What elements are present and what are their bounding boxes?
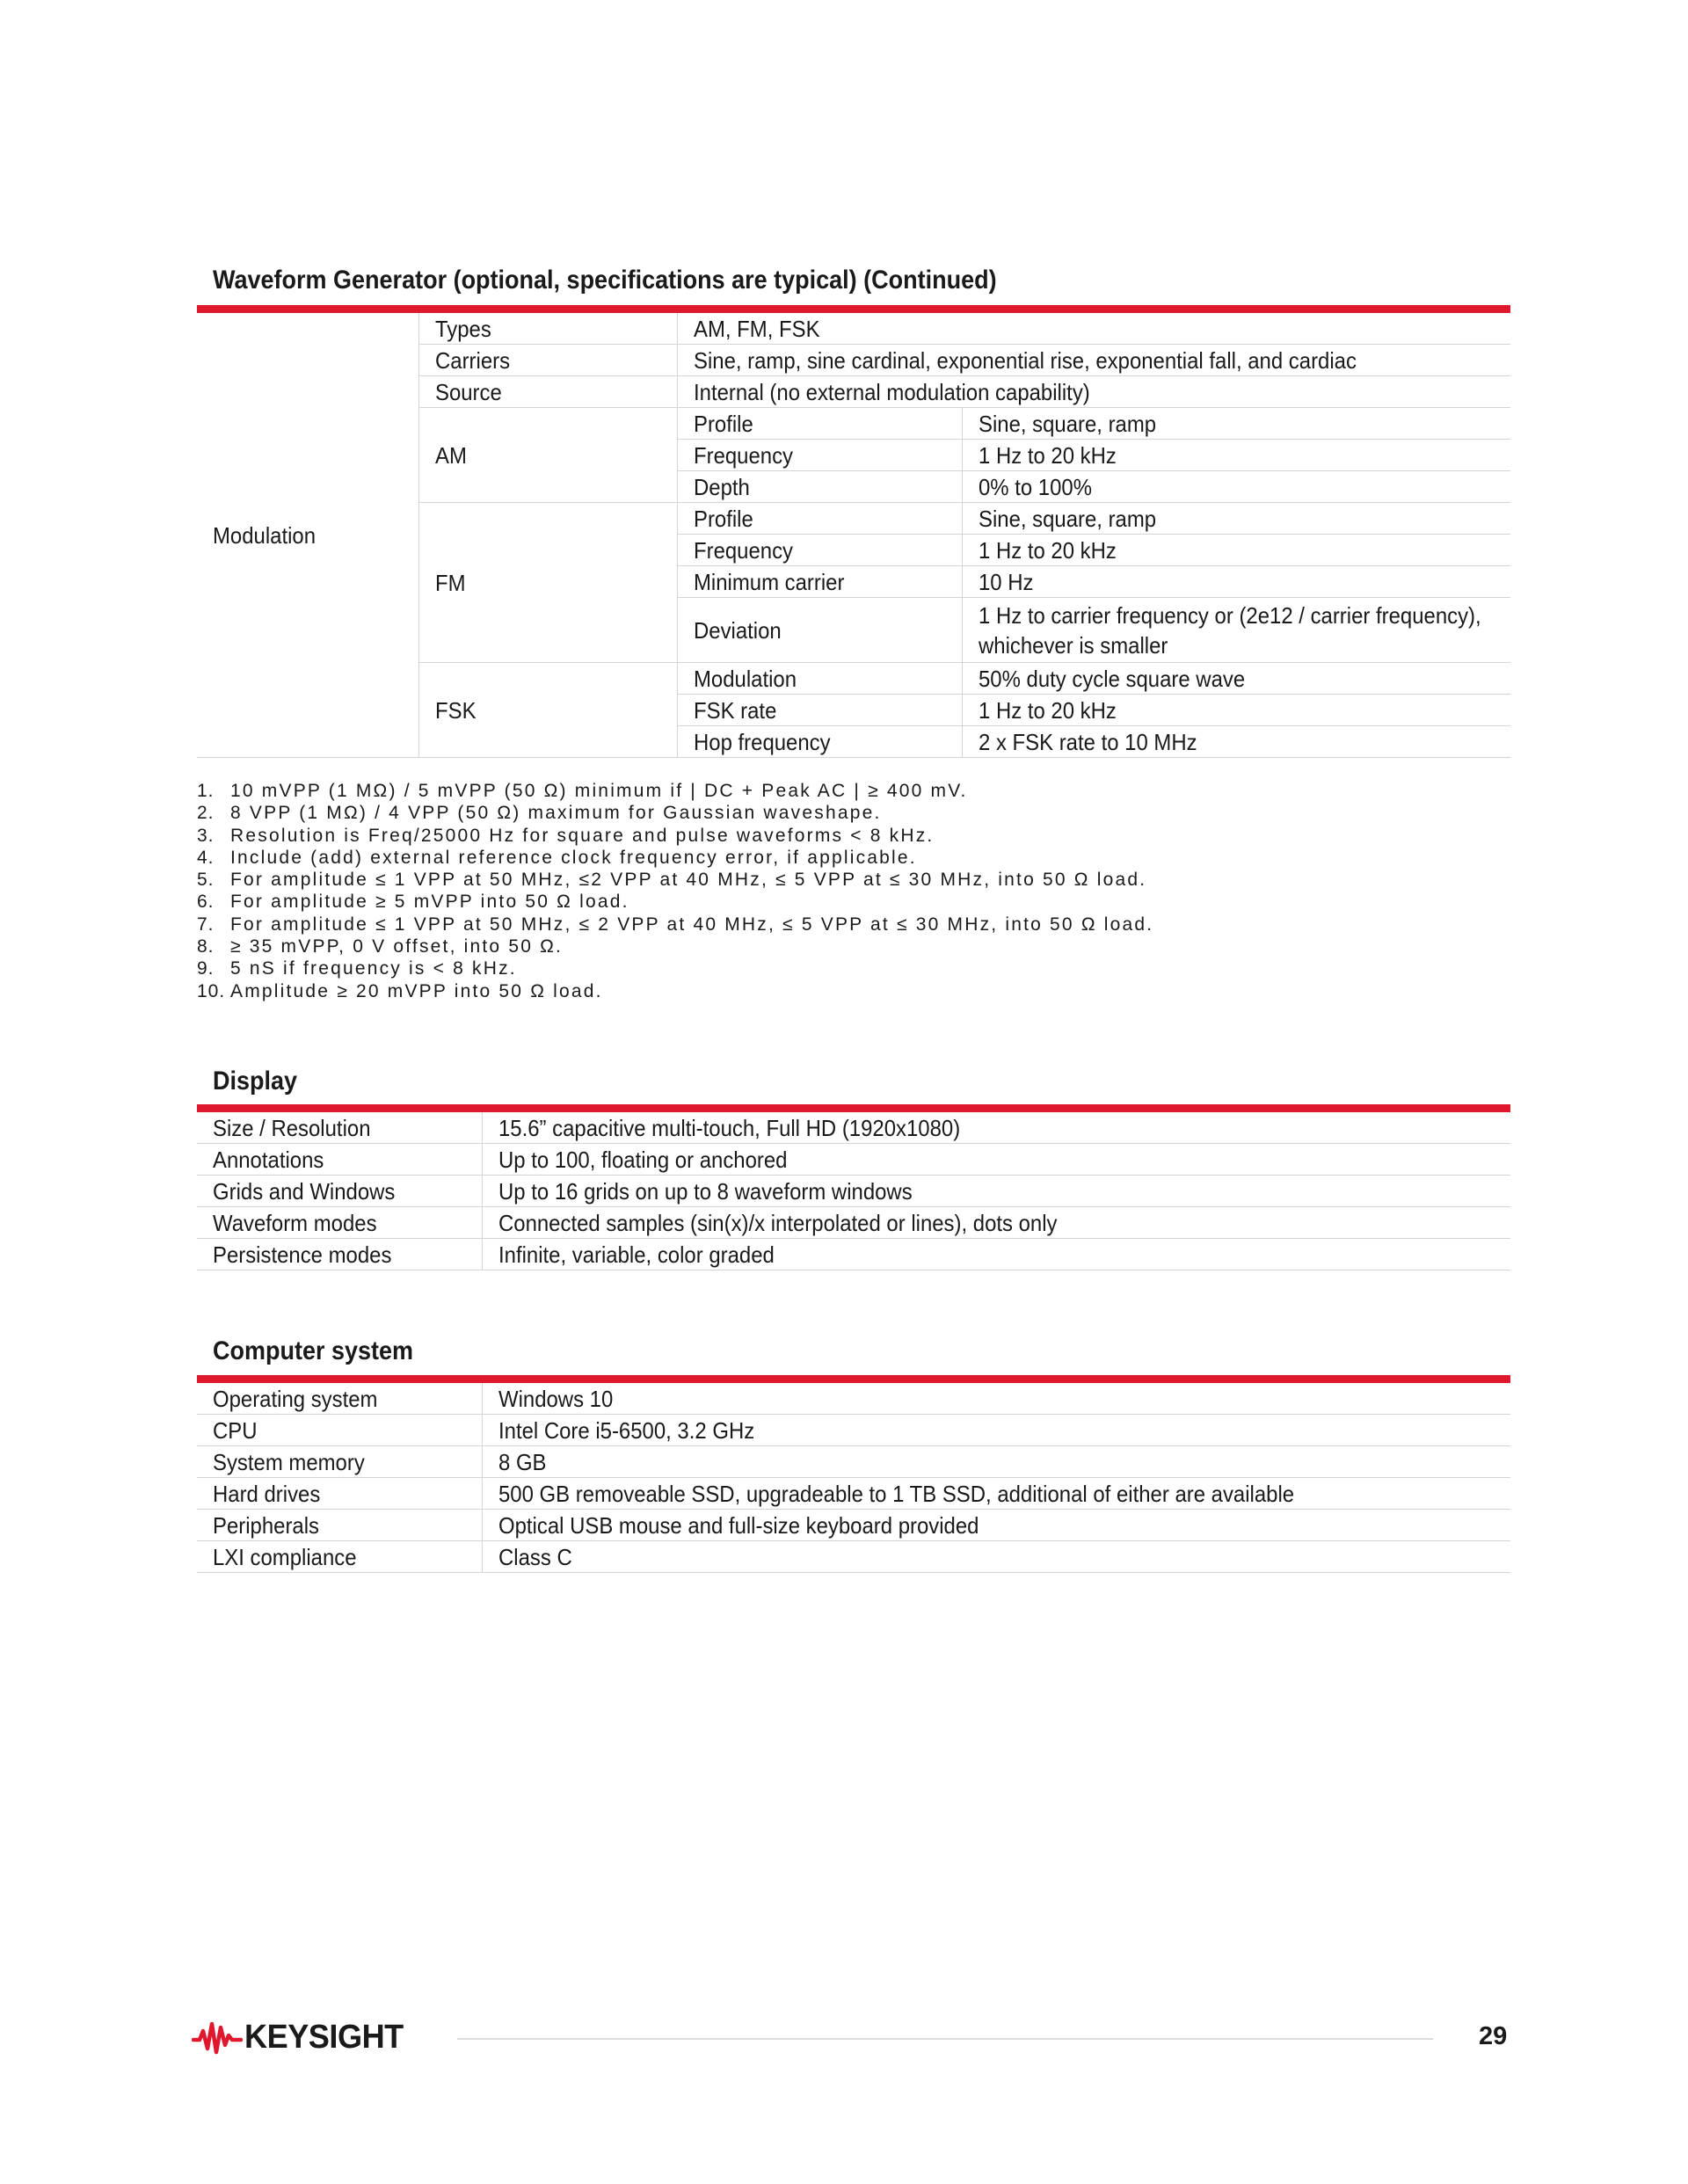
spec-value: 10 Hz (962, 566, 1510, 598)
fm-group-label: FM (418, 503, 677, 663)
spec-value: 2 x FSK rate to 10 MHz (962, 726, 1510, 758)
spec-value: 0% to 100% (962, 471, 1510, 503)
waveform-section-title: Waveform Generator (optional, specifications are typical) (Continued) (213, 266, 997, 295)
fsk-group-label: FSK (418, 663, 677, 758)
table-row (197, 1446, 1510, 1478)
spec-label: Annotations (197, 1144, 482, 1176)
spec-value: Class C (482, 1541, 1510, 1573)
spec-sublabel: Modulation (677, 663, 962, 695)
spec-value: 50% duty cycle square wave (962, 663, 1510, 695)
computer-spec-table (197, 1383, 1510, 1573)
waveform-spec-table (197, 313, 1510, 758)
spec-sublabel: Depth (677, 471, 962, 503)
table-row (197, 1415, 1510, 1446)
table-row (197, 1510, 1510, 1541)
spec-value: Infinite, variable, color graded (482, 1239, 1510, 1270)
spec-value: Sine, square, ramp (962, 503, 1510, 535)
spec-sublabel: Profile (677, 408, 962, 440)
spec-sublabel: FSK rate (677, 695, 962, 726)
table-row (197, 1112, 1510, 1144)
spec-value: 1 Hz to 20 kHz (962, 695, 1510, 726)
footer-divider (457, 2038, 1433, 2040)
spec-value: Intel Core i5-6500, 3.2 GHz (482, 1415, 1510, 1446)
spec-value: Internal (no external modulation capability) (677, 376, 1510, 408)
spec-value: 8 GB (482, 1446, 1510, 1478)
page-number: 29 (1479, 2022, 1508, 2050)
spec-value: Connected samples (sin(x)/x interpolated or lines), dots only (482, 1207, 1510, 1239)
spec-value: Windows 10 (482, 1383, 1510, 1415)
table-row (197, 1541, 1510, 1573)
spec-value: Sine, square, ramp (962, 408, 1510, 440)
table-row (197, 1383, 1510, 1415)
keysight-wave-icon (192, 2019, 243, 2056)
footnote: 4. Include (add) external reference clock frequency error, if applicable. (197, 847, 917, 868)
footnote: 1. 10 mVPP (1 MΩ) / 5 mVPP (50 Ω) minimum if | DC + Peak AC | ≥ 400 mV. (197, 781, 968, 801)
table-row (197, 1478, 1510, 1510)
spec-label: Hard drives (197, 1478, 482, 1510)
spec-value: AM, FM, FSK (677, 313, 1510, 345)
spec-sublabel: Profile (677, 503, 962, 535)
spec-label: System memory (197, 1446, 482, 1478)
modulation-group-label: Modulation (197, 313, 418, 758)
footnote: 9. 5 nS if frequency is < 8 kHz. (197, 958, 517, 979)
spec-label: Peripherals (197, 1510, 482, 1541)
spec-label: Grids and Windows (197, 1176, 482, 1207)
table-row (197, 313, 1510, 345)
am-group-label: AM (418, 408, 677, 503)
spec-sublabel: Frequency (677, 440, 962, 471)
spec-value: Optical USB mouse and full-size keyboard provided (482, 1510, 1510, 1541)
spec-label: LXI compliance (197, 1541, 482, 1573)
display-spec-table (197, 1112, 1510, 1270)
spec-label: Source (418, 376, 677, 408)
spec-sublabel: Minimum carrier (677, 566, 962, 598)
keysight-logo (192, 2019, 411, 2056)
spec-label: Waveform modes (197, 1207, 482, 1239)
spec-sublabel: Hop frequency (677, 726, 962, 758)
footnotes (197, 780, 1153, 1002)
table-row (197, 1239, 1510, 1270)
spec-value: 1 Hz to carrier frequency or (2e12 / carrier frequency), whichever is smaller (962, 598, 1510, 663)
footnote: 3. Resolution is Freq/25000 Hz for square and pulse waveforms < 8 kHz. (197, 825, 935, 846)
spec-value: Up to 16 grids on up to 8 waveform windows (482, 1176, 1510, 1207)
spec-value: 15.6” capacitive multi-touch, Full HD (1920x1080) (482, 1112, 1510, 1144)
display-title-rule (197, 1104, 1510, 1112)
computer-section-title: Computer system (213, 1336, 414, 1365)
spec-value: 1 Hz to 20 kHz (962, 440, 1510, 471)
footnote: 6. For amplitude ≥ 5 mVPP into 50 Ω load. (197, 892, 629, 913)
footnote: 2. 8 VPP (1 MΩ) / 4 VPP (50 Ω) maximum for Gaussian waveshape. (197, 803, 882, 824)
footnote: 10. Amplitude ≥ 20 mVPP into 50 Ω load. (197, 980, 603, 1001)
footnote: 8. ≥ 35 mVPP, 0 V offset, into 50 Ω. (197, 936, 564, 957)
spec-value: 500 GB removeable SSD, upgradeable to 1 TB SSD, additional of either are available (482, 1478, 1510, 1510)
footnote: 7. For amplitude ≤ 1 VPP at 50 MHz, ≤ 2 VPP at 40 MHz, ≤ 5 VPP at ≤ 30 MHz, into 50 Ω load. (197, 914, 1154, 935)
spec-label: Size / Resolution (197, 1112, 482, 1144)
spec-label: Carriers (418, 345, 677, 376)
spec-label: Operating system (197, 1383, 482, 1415)
spec-sublabel: Deviation (677, 598, 962, 663)
waveform-title-rule (197, 305, 1510, 313)
table-row (197, 1207, 1510, 1239)
spec-label: CPU (197, 1415, 482, 1446)
spec-sublabel: Frequency (677, 535, 962, 566)
spec-value: Up to 100, floating or anchored (482, 1144, 1510, 1176)
brand-name: KEYSIGHT (244, 2018, 404, 2056)
table-row (197, 1144, 1510, 1176)
table-row (197, 1176, 1510, 1207)
spec-value: 1 Hz to 20 kHz (962, 535, 1510, 566)
display-section-title: Display (213, 1067, 298, 1096)
spec-label: Persistence modes (197, 1239, 482, 1270)
spec-label: Types (418, 313, 677, 345)
footnote: 5. For amplitude ≤ 1 VPP at 50 MHz, ≤2 VPP at 40 MHz, ≤ 5 VPP at ≤ 30 MHz, into 50 Ω load. (197, 870, 1147, 891)
computer-title-rule (197, 1375, 1510, 1383)
spec-value: Sine, ramp, sine cardinal, exponential rise, exponential fall, and cardiac (677, 345, 1510, 376)
